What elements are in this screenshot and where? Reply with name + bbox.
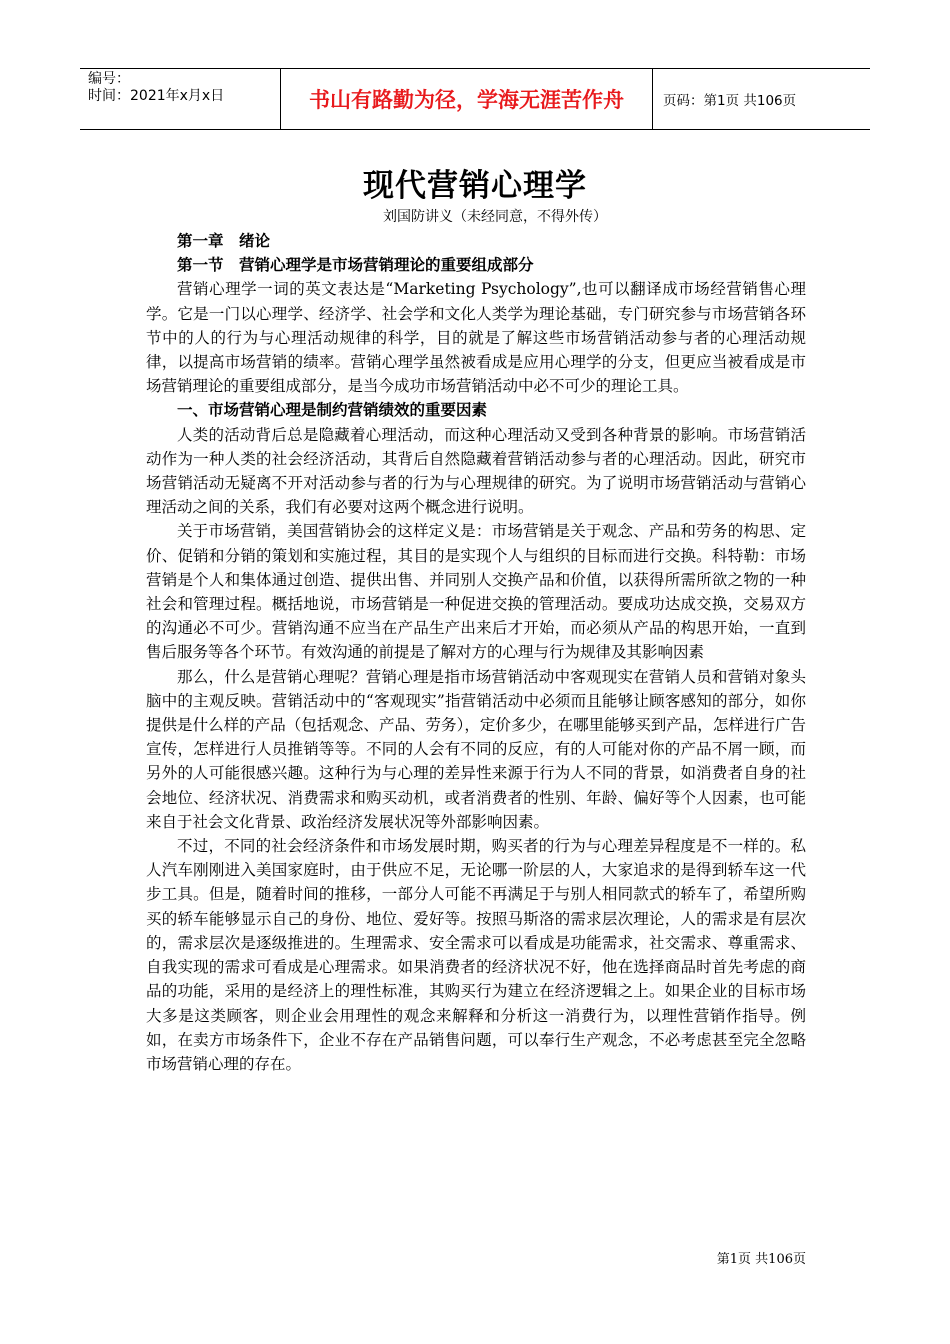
subheading: 一、市场营销心理是制约营销绩效的重要因素 <box>177 401 488 420</box>
document-time-label: 时间：2021年x月x日 <box>88 88 225 104</box>
paragraph: 那么，什么是营销心理呢？营销心理是指市场营销活动中客观现实在营销人员和营销对象头脑中的主观反映。营销活动中的“客观现实”指营销活动中必须而且能够让顾客感知的部分，如你提供是什么样的产品（包括观念、产品、劳务），定价多少，在哪里能够买到产品，怎样进行广告宣传，怎样进行人员推销等等。不同的人会有不同的反应，有的人可能对你的产品不屑一顾，而另外的人可能很感兴趣。这种行为与心理的差异性来源于行为人不同的背景，如消费者自身的社会地位、经济状况、消费需求和购买动机，或者消费者的性别、年龄、偏好等个人因素，也可能来自于社会文化背景、政治经济发展状况等外部影响因素。 <box>146 667 806 831</box>
header-page-number: 页码：第1页 共106页 <box>663 93 797 109</box>
page-footer: 第1页 共106页 <box>716 1252 806 1267</box>
paragraph: 人类的活动背后总是隐藏着心理活动，而这种心理活动又受到各种背景的影响。市场营销活动作为一种人类的社会经济活动，其背后自然隐藏着营销活动参与者的心理活动。因此，研究市场营销活动无疑离不开对活动参与者的行为与心理规律的研究。为了说明市场营销活动与营销心理活动之间的关系，我们有必要对这两个概念进行说明。 <box>146 425 806 517</box>
header-motto: 书山有路勤为径，学海无涯苦作舟 <box>281 69 653 129</box>
document-number-label: 编号： <box>88 71 130 87</box>
paragraph: 营销心理学一词的英文表达是“Marketing Psychology”,也可以翻译成市场经营销售心理学。它是一门以心理学、经济学、社会学和文化人类学为理论基础，专门研究参与市场营销各环节中的人的行为与心理活动规律的科学，目的就是了解这些市场营销活动参与者的心理活动规律，以提高市场营销的绩率。营销心理学虽然被看成是应用心理学的分支，但更应当被看成是市场营销理论的重要组成部分，是当今成功市场营销活动中必不可少的理论工具。 <box>146 280 806 396</box>
document-body <box>146 229 806 1076</box>
document-title: 现代营销心理学 <box>363 168 587 204</box>
section-heading: 第一节 营销心理学是市场营销理论的重要组成部分 <box>177 256 534 275</box>
chapter-heading: 第一章 绪论 <box>177 232 271 250</box>
document-subtitle: 刘国防讲义（未经同意，不得外传） <box>383 209 607 225</box>
paragraph: 不过，不同的社会经济条件和市场发展时期，购买者的行为与心理差异程度是不一样的。私人汽车刚刚进入美国家庭时，由于供应不足，无论哪一阶层的人，大家追求的是得到轿车这一代步工具。但是，随着时间的推移，一部分人可能不再满足于与别人相同款式的轿车了，希望所购买的轿车能够显示自己的身份、地位、爱好等。按照马斯洛的需求层次理论，人的需求是有层次的，需求层次是逐级推进的。生理需求、安全需求可以看成是功能需求，社交需求、尊重需求、自我实现的需求可看成是心理需求。如果消费者的经济状况不好，他在选择商品时首先考虑的商品的功能，采用的是经济上的理性标准，其购买行为建立在经济逻辑之上。如果企业的目标市场大多是这类顾客，则企业会用理性的观念来解释和分析这一消费行为，以理性营销作指导。例如，在卖方市场条件下，企业不存在产品销售问题，可以奉行生产观念，不必考虑甚至完全忽略市场营销心理的存在。 <box>146 837 806 1073</box>
page-header <box>80 68 870 130</box>
header-meta <box>80 69 281 129</box>
paragraph: 关于市场营销，美国营销协会的这样定义是：市场营销是关于观念、产品和劳务的构思、定价、促销和分销的策划和实施过程，其目的是实现个人与组织的目标而进行交换。科特勒：市场营销是个人和集体通过创造、提供出售、并同别人交换产品和价值，以获得所需所欲之物的一种社会和管理过程。概括地说，市场营销是一种促进交换的管理活动。要成功达成交换，交易双方的沟通必不可少。营销沟通不应当在产品生产出来后才开始，而必须从产品的构思开始，一直到售后服务等各个环节。有效沟通的前提是了解对方的心理与行为规律及其影响因素 <box>146 522 806 662</box>
